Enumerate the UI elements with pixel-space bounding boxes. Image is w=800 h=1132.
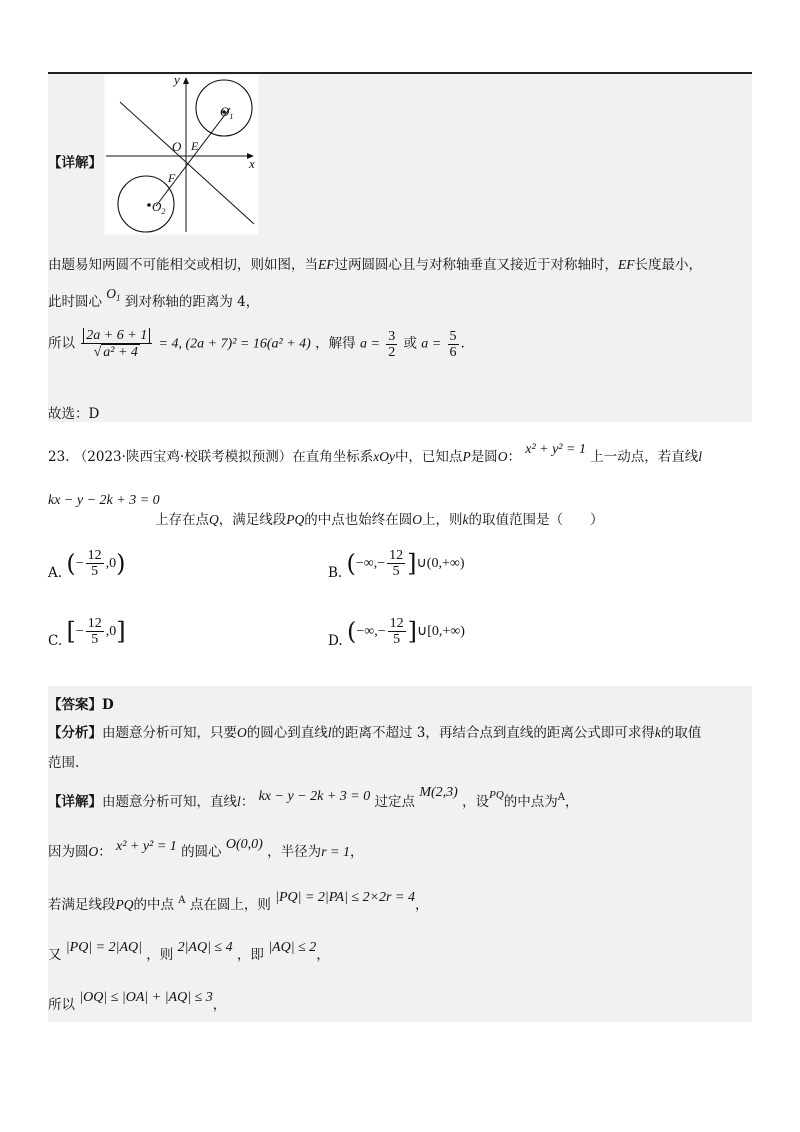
- point-f-label: F: [168, 171, 176, 185]
- axis-y-label: y: [174, 74, 180, 87]
- question-23-line-2: kx − y − 2k + 3 = 0: [48, 493, 160, 508]
- detail-label: 【详解】: [48, 155, 102, 171]
- origin-label: O: [172, 139, 182, 154]
- option-a[interactable]: A. (− $\frac{12}{5}$ ,0): [48, 548, 126, 581]
- detail-line-5: 所以 |OQ| ≤ |OA| + |AQ| ≤ 3，: [48, 990, 227, 1013]
- distance-fraction: $\frac{2a + 6 + 1}{\text{√ a² + 4}}$: [81, 328, 152, 360]
- option-b[interactable]: B. (−∞,− $\frac{12}{5}$ ]∪(0,+∞): [328, 548, 465, 581]
- option-c[interactable]: C. [− $\frac{12}{5}$ ,0]: [48, 616, 126, 649]
- question-23-line-1: 23. （2023·陕西宝鸡·校联考模拟预测）在直角坐标系xOy中，已知点P是圆O： x² + y² = 1 上一动点，若直线l: [48, 442, 703, 465]
- center-2-label: $O_2$: [152, 199, 166, 216]
- detail-line-1: 【详解】由题意分析可知，直线l： kx − y − 2k + 3 = 0 过定点 M(2,3) ，设$^{PQ}$的中点为$^A$，: [48, 785, 579, 810]
- analysis-line-2: 范围.: [48, 755, 80, 771]
- question-23-line-3: 上存在点Q，满足线段PQ的中点也始终在圆O上，则k的取值范围是（ ）: [155, 512, 604, 528]
- solution-22-equation: 所以 $\frac{2a + 6 + 1}{\text{√ a² + 4}}$ = 4, (2a + 7)² = 16(a² + 4) ，解得 a = $\frac{3}{2}$ 或 a = $\frac{5}{6}$ .: [48, 328, 465, 360]
- center-1-label: $O_1$: [220, 104, 234, 121]
- solution-22-line-1: 由题易知两圆不可能相交或相切，则如图，当EF过两圆圆心且与对称轴垂直又接近于对称轴时，EF长度最小，: [48, 257, 702, 273]
- detail-line-4: 又 |PQ| = 2|AQ| ，则 2|AQ| ≤ 4 ，即 |AQ| ≤ 2，: [48, 940, 330, 963]
- solution-22-line-2: 此时圆心 $O_1$ 到对称轴的距离为 4，: [48, 286, 260, 310]
- choice-22: 故选：D: [48, 406, 100, 422]
- fraction-five-sixths: $\frac{5}{6}$: [449, 328, 457, 360]
- axis-x-label: x: [249, 156, 255, 171]
- detail-line-3: 若满足线段PQ的中点 $^A$ 点在圆上，则 |PQ| = 2|PA| ≤ 2×2r = 4，: [48, 890, 429, 913]
- center-2-dot: [147, 203, 151, 207]
- detail-line-2: 因为圆O： x² + y² = 1 的圆心 O(0,0) ，半径为r = 1，: [48, 837, 364, 860]
- answer-label: 【答案】D: [48, 697, 114, 713]
- analysis-line-1: 【分析】由题意分析可知，只要O的圆心到直线l的距离不超过 3，再结合点到直线的距离公式即可求得k的取值: [48, 725, 702, 741]
- point-e-label: E: [191, 139, 199, 153]
- fraction-three-halves: $\frac{3}{2}$: [388, 328, 396, 360]
- coordinate-figure: [104, 74, 262, 236]
- option-d[interactable]: D. (−∞,− $\frac{12}{5}$ ]∪[0,+∞): [328, 616, 465, 649]
